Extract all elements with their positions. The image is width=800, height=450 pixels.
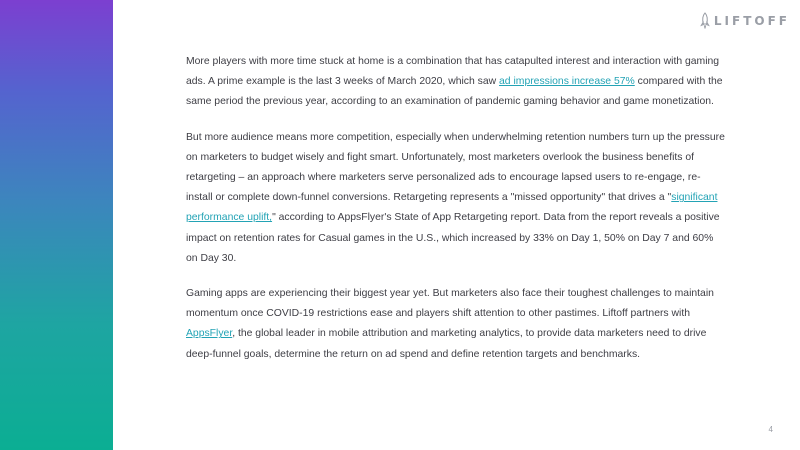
- paragraph-2-text-after: " according to AppsFlyer's State of App Retargeting report. Data from the report reveals a positive impact on retention rates for Casual games in the U.S., which increased by 33% on Day 1, 50% on Day 7 and 60% on Day 30.: [186, 212, 720, 264]
- paragraph-3-text-after: , the global leader in mobile attribution and marketing analytics, to provide data marketers need to drive deep-funnel goals, determine the return on ad spend and define retention targets and benchmarks.: [186, 328, 707, 360]
- paragraph-1-text-before: More players with more time stuck at home is a combination that has catapulted interest and interaction with gaming ads. A prime example is the last 3 weeks of March 2020, which saw: [186, 56, 720, 88]
- page-number: 4: [768, 425, 773, 434]
- appsflyer-link[interactable]: AppsFlyer: [186, 328, 233, 340]
- logo-wordmark: LIFTOFF: [713, 14, 790, 28]
- paragraph-2: [186, 128, 726, 269]
- paragraph-1: [186, 52, 726, 113]
- paragraph-2-text-before: But more audience means more competition, especially when underwhelming retention numbers turn up the pressure on marketers to budget wisely and fight smart. Unfortunately, most marketers overlook the business benefits of retargeting – an approach where marketers serve personalized ads to encourage lapsed users to re-engage, re-install or complete down-funnel conversions. Retargeting represents a "missed opportunity" that drives a ": [186, 131, 725, 204]
- liftoff-logo: [700, 12, 790, 30]
- gradient-side-band: [0, 0, 113, 450]
- paragraph-3: [186, 284, 726, 365]
- rocket-icon: [700, 12, 710, 30]
- performance-uplift-link[interactable]: significant performance uplift,: [186, 192, 718, 224]
- ad-impressions-link[interactable]: ad impressions increase 57%: [499, 76, 635, 88]
- body-content: [186, 52, 726, 380]
- paragraph-1-text-after: compared with the same period the previous year, according to an examination of pandemic gaming behavior and game monetization.: [186, 76, 723, 108]
- paragraph-3-text-before: Gaming apps are experiencing their biggest year yet. But marketers also face their toughest challenges to maintain momentum once COVID-19 restrictions ease and players shift attention to other pastimes. Liftoff partners with: [186, 288, 714, 320]
